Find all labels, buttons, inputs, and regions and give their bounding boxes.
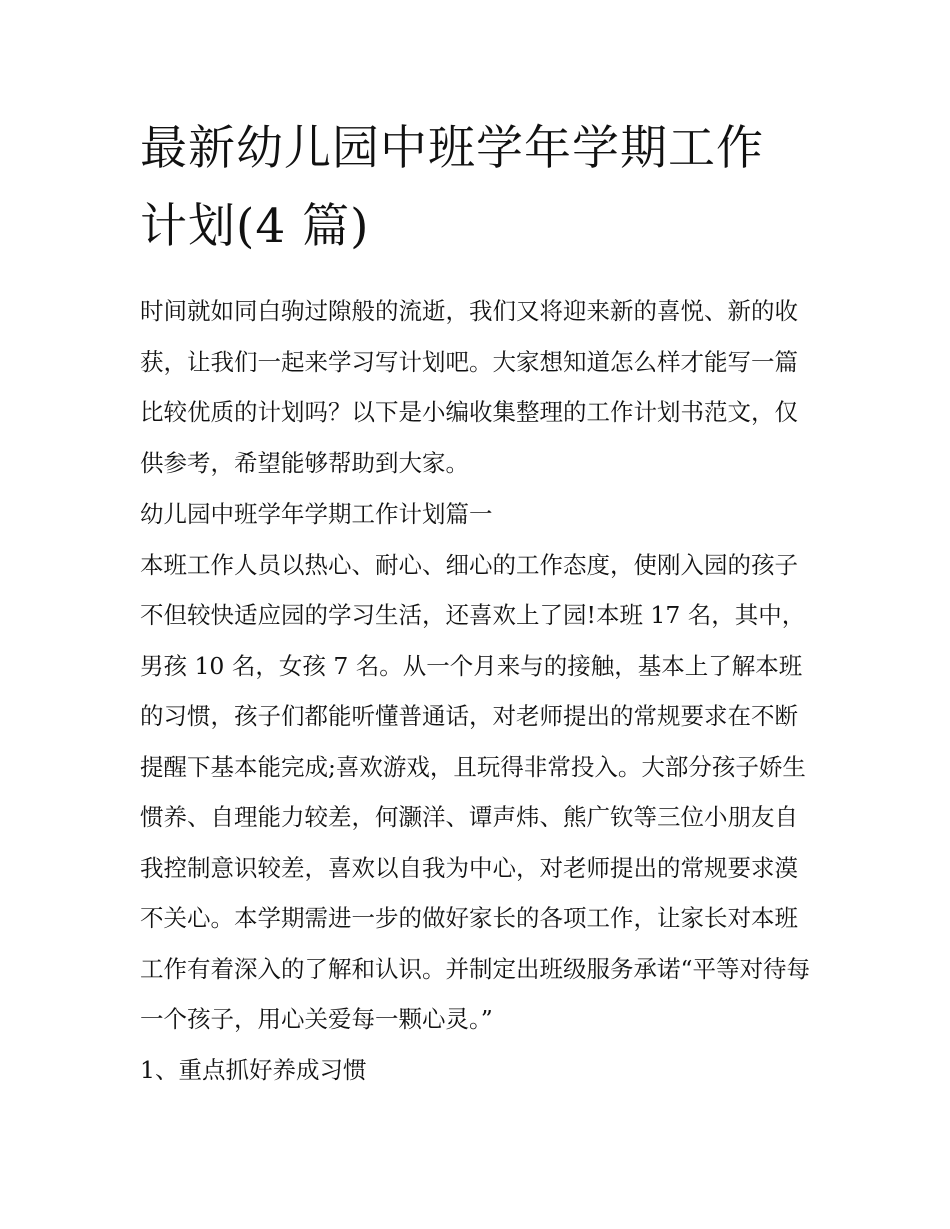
section-heading: 幼儿园中班学年学期工作计划篇一 <box>140 500 493 528</box>
list-item-1: 1、重点抓好养成习惯 <box>140 1055 367 1084</box>
body-paragraph: 本班工作人员以热心、耐心、细心的工作态度，使刚入园的孩子不但较快适应园的学习生活，还喜欢上了园!本班 17 名，其中，男孩 10 名，女孩 7 名。从一个月来与的接触，基本上了解本班的习惯，孩子们都能听懂普通话，对老师提出的常规要求在不断提醒下基本能完成;喜欢游戏，且玩得非常投入。大部分孩子娇生惯养、自理能力较差，何灏洋、谭声炜、熊广钦等三位小朋友自我控制意识较差，喜欢以自我为中心，对老师提出的常规要求漠不关心。本学期需进一步的做好家长的各项工作，让家长对本班工作有着深入的了解和认识。并制定出班级服务承诺“平等对待每一个孩子，用心关爱每一颗心灵。” <box>140 550 811 1033</box>
title-line-2: 计划(4 篇) <box>140 199 370 254</box>
title-line-1: 最新幼儿园中班学年学期工作 <box>140 121 764 176</box>
document-title <box>140 110 815 266</box>
intro-paragraph: 时间就如同白驹过隙般的流逝，我们又将迎来新的喜悦、新的收获，让我们一起来学习写计划吧。大家想知道怎么样才能写一篇比较优质的计划吗？以下是小编收集整理的工作计划书范文，仅供参考，希望能够帮助到大家。 <box>140 297 798 477</box>
document-page <box>140 110 815 1095</box>
